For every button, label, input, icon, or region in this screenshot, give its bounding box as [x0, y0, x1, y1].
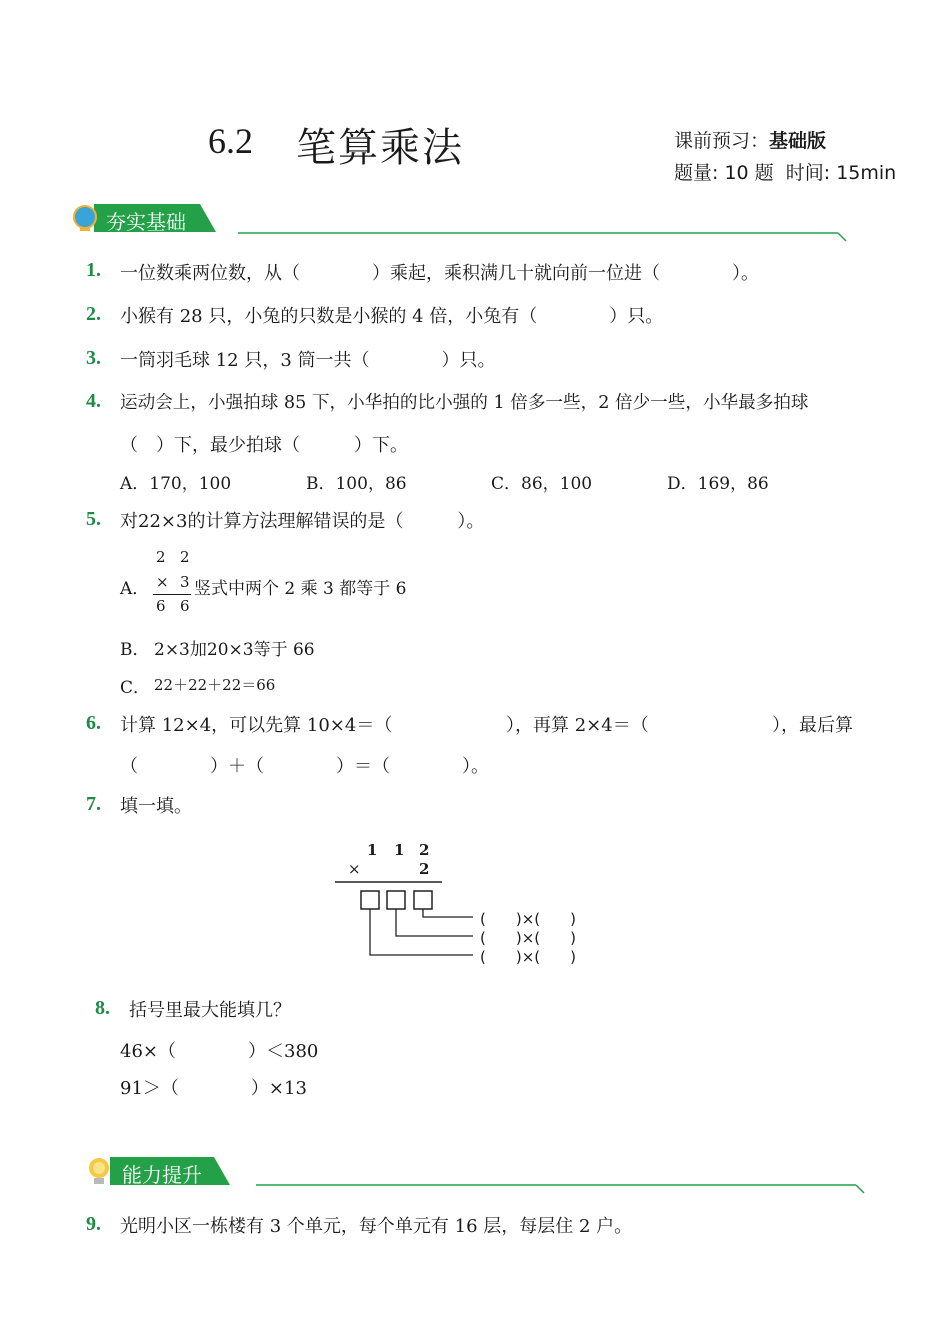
preview-level: 基础版: [769, 130, 827, 152]
question-text: 一筒羽毛球 12 只，3 筒一共（ ）只。: [120, 350, 496, 371]
question-text: 小猴有 28 只，小兔的只数是小猴的 4 倍，小兔有（ ）只。: [120, 306, 664, 327]
option-a: A．170，100: [120, 474, 232, 494]
question-number: 5.: [86, 508, 101, 530]
vertical-digit: 2: [156, 548, 166, 566]
diagram-digit: 2: [419, 860, 430, 878]
lesson-number: 6.2: [208, 121, 253, 161]
section-title-advanced: 能力提升: [122, 1163, 202, 1187]
section-banner-basic: [72, 202, 852, 248]
quiz-info: [674, 158, 896, 185]
question-text: 对22×3的计算方法理解错误的是（ ）。: [120, 511, 485, 532]
time-label: 时间: 15min: [785, 162, 897, 184]
vertical-digit: 6: [156, 597, 166, 615]
option-d: D．169，86: [667, 474, 769, 494]
vertical-digit: 3: [180, 573, 190, 591]
question-text: 一位数乘两位数，从（ ）乘起，乘积满几十就向前一位进（ ）。: [120, 263, 759, 284]
question-text-cont: （ ）＋（ ）＝（ ）。: [120, 756, 489, 777]
diagram-blank: ( )×( ): [480, 948, 576, 966]
diagram-digit: 1: [367, 841, 378, 859]
question-text-cont: （ ）下，最少拍球（ ）下。: [120, 435, 408, 456]
multiplication-diagram: [330, 836, 610, 972]
vertical-digit: 2: [180, 548, 190, 566]
question-number: 3.: [86, 347, 101, 369]
question-text: 括号里最大能填几？: [129, 1000, 291, 1021]
question-number: 1.: [86, 259, 101, 281]
section-band-graphic: [86, 1155, 866, 1201]
question-number: 6.: [86, 712, 101, 734]
vertical-digit: 6: [180, 597, 190, 615]
diagram-blank: ( )×( ): [480, 929, 576, 947]
question-number: 4.: [86, 390, 101, 412]
question-number: 8.: [95, 997, 110, 1019]
lesson-title: 笔算乘法: [296, 125, 464, 171]
vertical-rule: [153, 594, 191, 595]
times-sign: ×: [348, 860, 361, 878]
question-number: 7.: [86, 793, 101, 815]
question-text: ），最后算: [772, 715, 853, 736]
option-b: B．100，86: [306, 474, 407, 494]
option-a-label: A．: [120, 579, 150, 599]
section-title-basic: 夯实基础: [106, 210, 186, 234]
option-c: C．86，100: [491, 474, 593, 494]
option-b-label: B．: [120, 640, 150, 660]
option-c-label: C．: [120, 678, 151, 698]
diagram-digit: 1: [394, 841, 405, 859]
option-a-text: 竖式中两个 2 乘 3 都等于 6: [194, 579, 407, 599]
question-text: 计算 12×4，可以先算 10×4＝（: [120, 715, 393, 736]
question-line: 91＞（ ）×13: [120, 1078, 307, 1099]
question-text: ），再算 2×4＝（: [506, 715, 649, 736]
option-c-text: 22＋22＋22＝66: [154, 676, 276, 694]
question-line: 46×（ ）＜380: [120, 1041, 319, 1062]
preview-info: [674, 126, 826, 153]
question-text: 填一填。: [120, 796, 192, 817]
question-text: 光明小区一栋楼有 3 个单元，每个单元有 16 层，每层住 2 户。: [120, 1216, 633, 1237]
times-sign: ×: [156, 573, 169, 591]
option-b-text: 2×3加20×3等于 66: [154, 640, 315, 660]
section-band-graphic: [72, 202, 852, 248]
diagram-digit: 2: [419, 841, 430, 859]
question-text: 运动会上，小强拍球 85 下，小华拍的比小强的 1 倍多一些，2 倍少一些，小华最多拍球: [120, 393, 809, 413]
preview-label: 课前预习：: [674, 130, 770, 152]
question-number: 9.: [86, 1213, 101, 1235]
section-banner-advanced: [86, 1155, 866, 1201]
diagram-blank: ( )×( ): [480, 910, 576, 928]
question-number: 2.: [86, 303, 101, 325]
question-count: 题量: 10 题: [674, 162, 774, 184]
